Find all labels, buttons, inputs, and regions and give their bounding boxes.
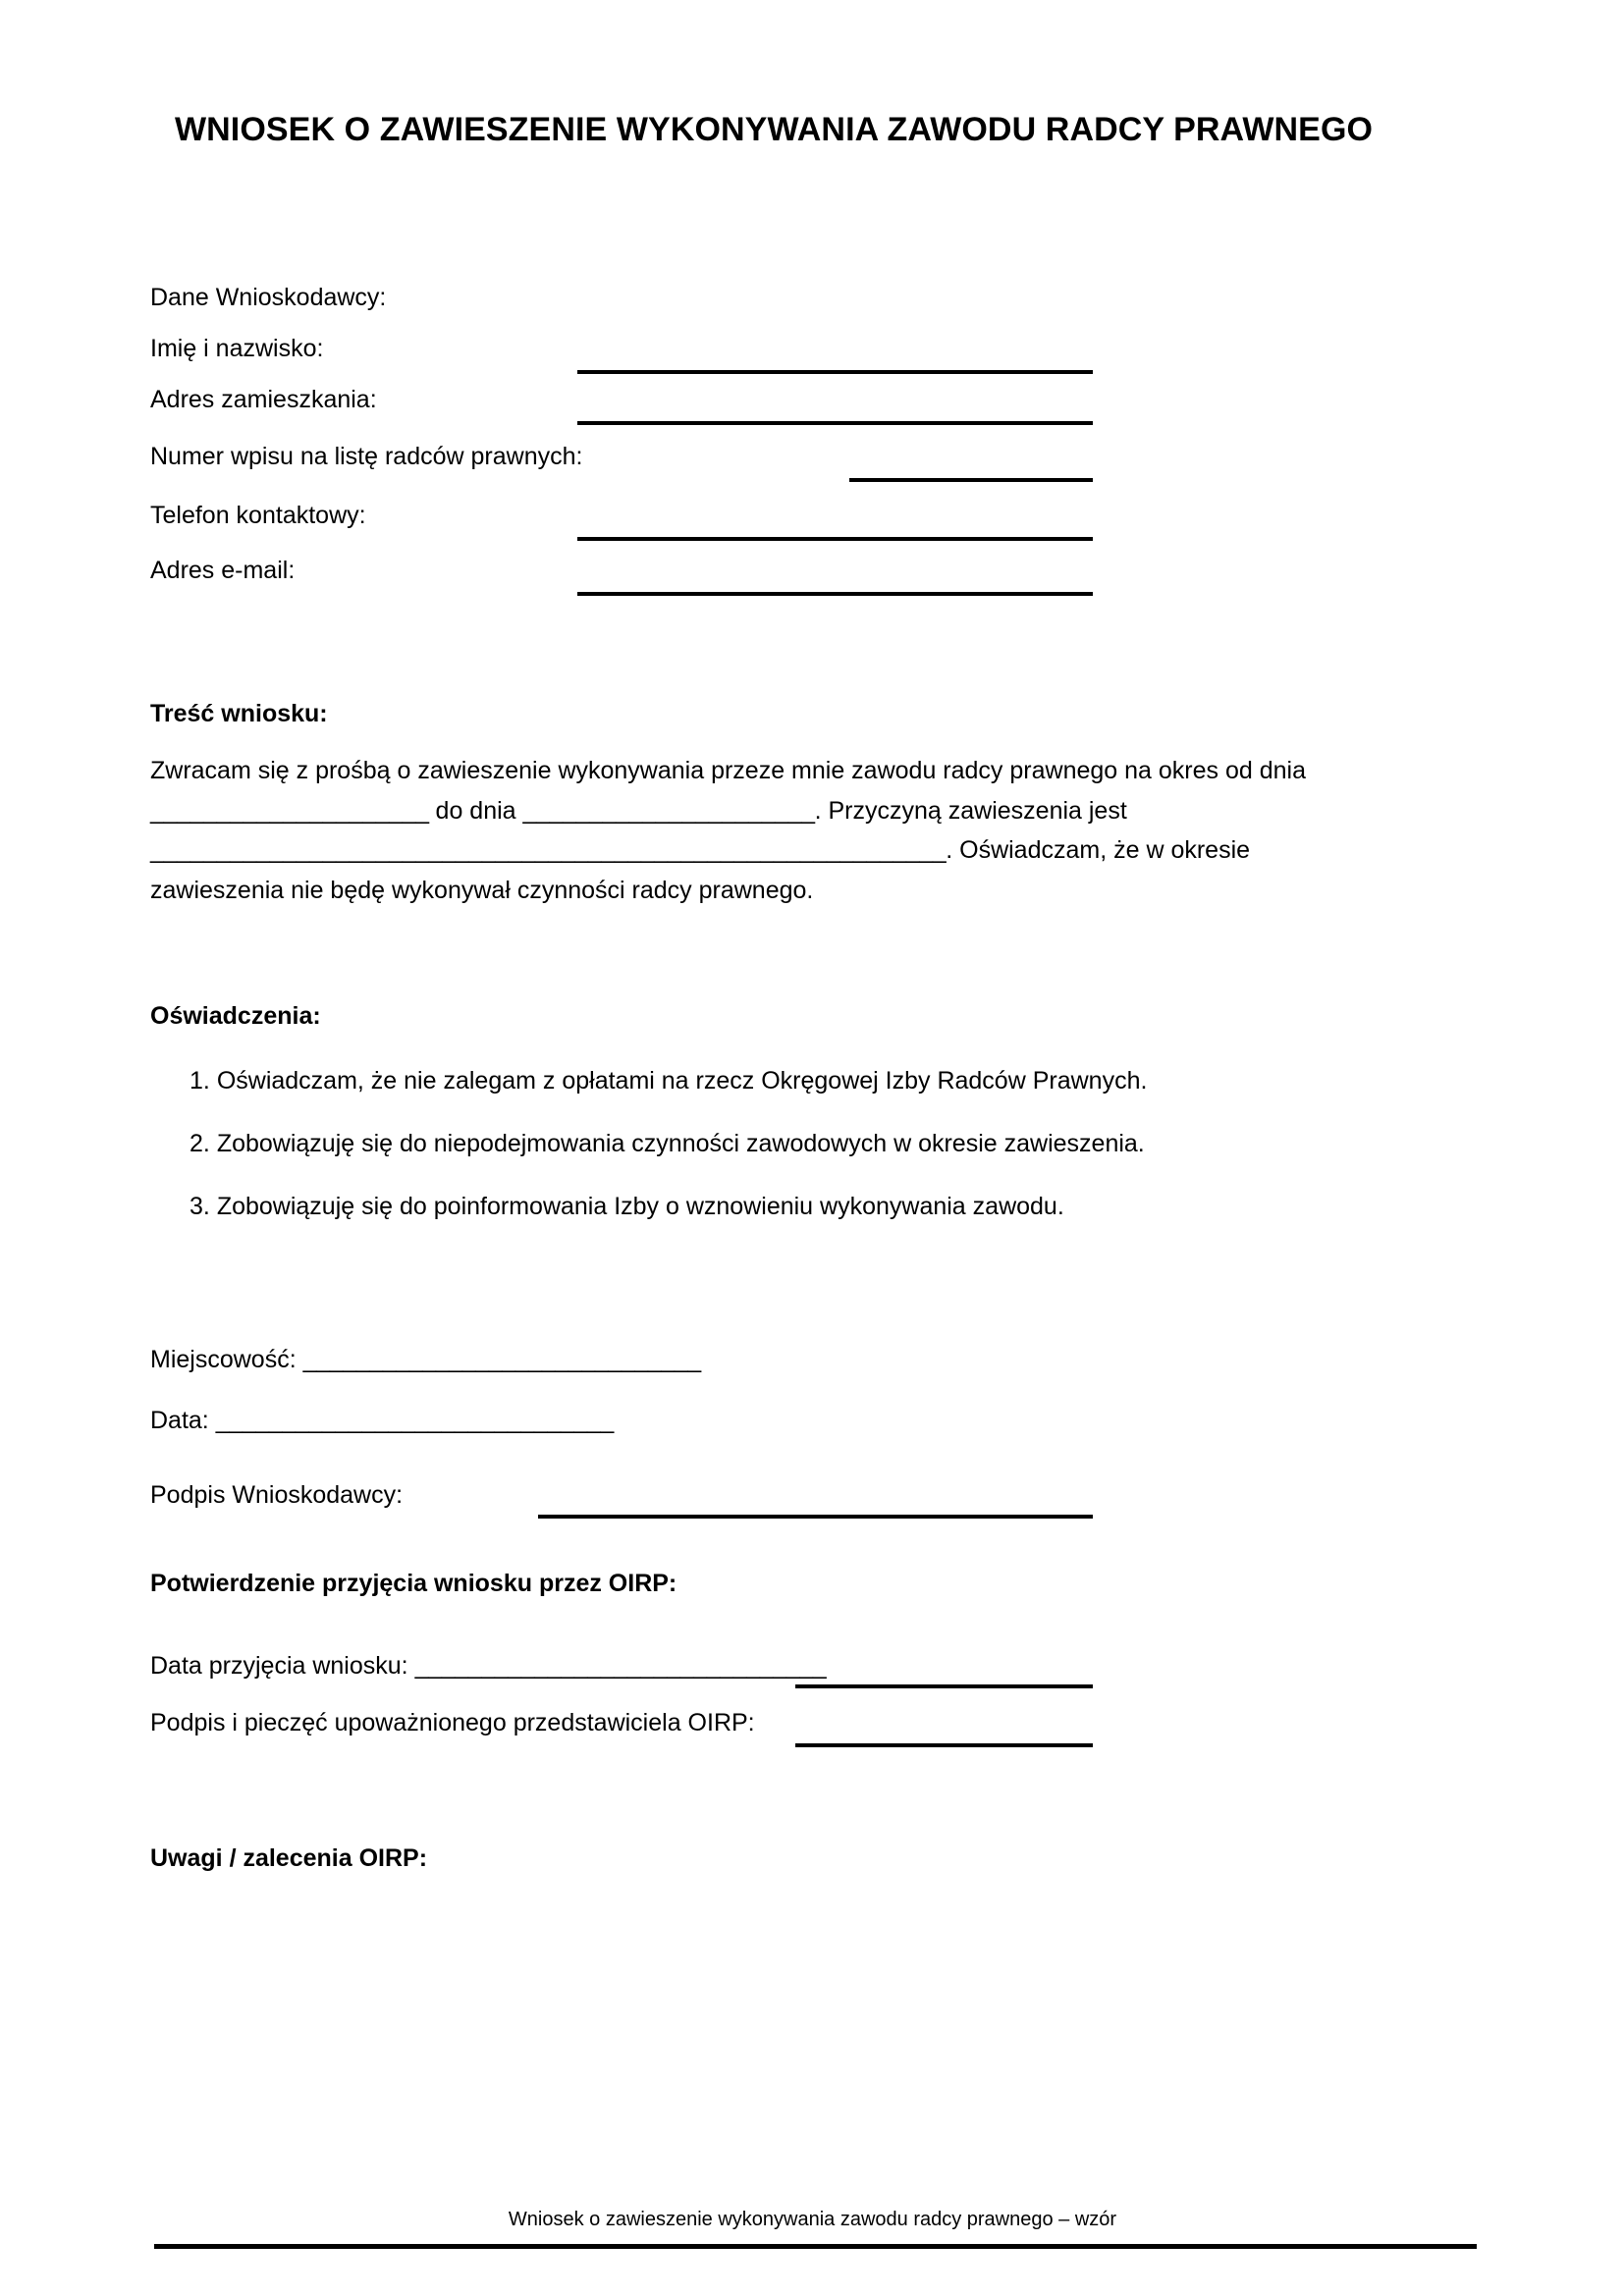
oirp-section-heading: Potwierdzenie przyjęcia wniosku przez OIRP: <box>150 1570 677 1597</box>
request-blank-end-date[interactable]: ______________________ <box>522 796 815 825</box>
date-label: Data: <box>150 1407 209 1434</box>
request-text-2: do dnia <box>428 796 523 825</box>
field-label-address: Adres zamieszkania: <box>150 386 377 413</box>
applicant-section-heading: Dane Wnioskodawcy: <box>150 284 387 311</box>
field-label-phone: Telefon kontaktowy: <box>150 502 366 529</box>
list-item-label: Zobowiązuję się do poinformowania Izby o wznowieniu wykonywania zawodu. <box>216 1193 1064 1220</box>
request-blank-start-date[interactable]: _____________________ <box>150 796 429 825</box>
list-item-label: Oświadczam, że nie zalegam z opłatami na rzecz Okręgowej Izby Radców Prawnych. <box>216 1067 1148 1095</box>
place-label: Miejscowość: <box>150 1346 297 1373</box>
footer-text: Wniosek o zawieszenie wykonywania zawodu radcy prawnego – wzór <box>508 2209 1117 2230</box>
request-text-1: Zwracam się z prośbą o zawieszenie wykonywania przeze mnie zawodu radcy prawnego na okres od dnia <box>150 757 1306 784</box>
oirp-representative-label: Podpis i pieczęć upoważnionego przedstawiciela OIRP: <box>150 1709 755 1736</box>
applicant-signature-line[interactable] <box>538 1515 1093 1519</box>
list-item <box>189 1129 1145 1158</box>
field-label-full-name: Imię i nazwisko: <box>150 335 324 362</box>
date-field-row <box>150 1406 614 1435</box>
date-blank[interactable]: ______________________________ <box>215 1407 614 1434</box>
footer-divider <box>154 2244 1477 2249</box>
oirp-received-date-label: Data przyjęcia wniosku: <box>150 1652 408 1680</box>
place-blank[interactable]: ______________________________ <box>302 1346 701 1373</box>
notes-section-heading: Uwagi / zalecenia OIRP: <box>150 1844 428 1872</box>
field-line-phone[interactable] <box>577 537 1093 541</box>
list-item <box>189 1066 1147 1095</box>
field-line-email[interactable] <box>577 592 1093 596</box>
request-text-3: . Przyczyną zawieszenia jest <box>814 796 1127 825</box>
request-text-4: . Oświadczam, że w okresie zawieszenia nie będę wykonywał czynności radcy prawnego. <box>150 836 1251 904</box>
oirp-received-date-line[interactable] <box>795 1684 1093 1688</box>
place-field-row <box>150 1345 701 1374</box>
page-title: WNIOSEK O ZAWIESZENIE WYKONYWANIA ZAWODU RADCY PRAWNEGO <box>174 111 1374 148</box>
field-label-email: Adres e-mail: <box>150 557 296 584</box>
field-line-full-name[interactable] <box>577 370 1093 374</box>
field-label-registration-number: Numer wpisu na listę radców prawnych: <box>150 443 583 470</box>
applicant-signature-label: Podpis Wnioskodawcy: <box>150 1481 404 1509</box>
field-line-registration-number[interactable] <box>849 478 1093 482</box>
declarations-section-heading: Oświadczenia: <box>150 1002 321 1030</box>
oirp-received-date-row <box>150 1651 826 1681</box>
request-blank-reason[interactable]: ____________________________________________________________ <box>150 836 947 864</box>
list-item-number: 3. <box>189 1193 210 1220</box>
field-line-address[interactable] <box>577 421 1093 425</box>
list-item <box>189 1192 1064 1221</box>
list-item-number: 1. <box>189 1067 210 1095</box>
request-body-paragraph <box>150 751 1389 910</box>
request-section-heading: Treść wniosku: <box>150 700 328 727</box>
list-item-label: Zobowiązuję się do niepodejmowania czynności zawodowych w okresie zawieszenia. <box>216 1130 1145 1157</box>
list-item-number: 2. <box>189 1130 210 1157</box>
oirp-representative-signature-line[interactable] <box>795 1743 1093 1747</box>
oirp-received-date-blank[interactable]: _______________________________ <box>414 1652 827 1680</box>
